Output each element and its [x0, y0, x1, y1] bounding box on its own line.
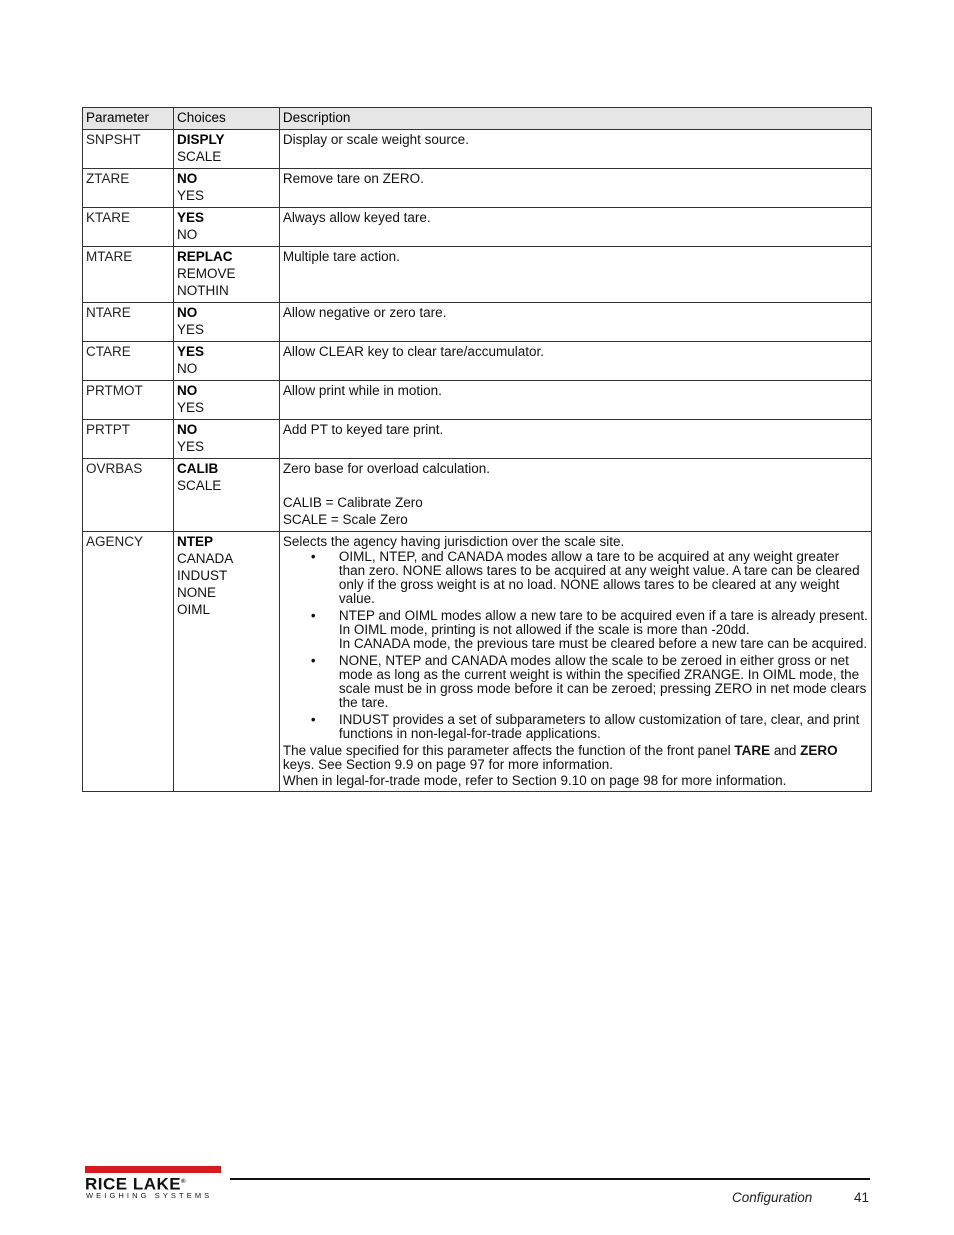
parameter-cell: MTARE: [83, 247, 174, 303]
choice-option: YES: [176, 188, 204, 203]
table-row: [83, 532, 872, 792]
description-text: Selects the agency having jurisdiction over the scale site.: [282, 534, 625, 549]
list-item: [283, 609, 868, 651]
table-row: [83, 303, 872, 342]
front-panel-note: [283, 744, 868, 772]
key-name: TARE: [734, 743, 771, 758]
description-text: Remove tare on ZERO.: [282, 171, 424, 186]
description-text: Add PT to keyed tare print.: [282, 422, 444, 437]
parameter-cell: PRTPT: [83, 420, 174, 459]
bullet-icon: •: [310, 653, 316, 668]
choice-option: SCALE: [176, 478, 222, 493]
description-cell: [279, 169, 871, 208]
header-choices: Choices: [173, 108, 279, 130]
choice-option: CANADA: [176, 551, 234, 566]
choice-option: INDUST: [176, 568, 228, 583]
choices-cell: [173, 459, 279, 532]
choice-option: OIML: [176, 602, 210, 617]
default-choice: NO: [176, 305, 198, 320]
logo-red-bar: [85, 1166, 221, 1173]
description-cell: [279, 342, 871, 381]
default-choice: REPLAC: [176, 249, 233, 264]
choices-cell: [173, 532, 279, 792]
agency-bullet-list: [283, 550, 868, 741]
bullet-text: NONE, NTEP and CANADA modes allow the scale to be zeroed in either gross or net mode as long as the current weight is within the specified ZRANGE. In OIML mode, the scale must be in gross mode before it can be zeroed; pressing ZERO in net mode clears the tare.: [338, 653, 867, 710]
table-row: [83, 247, 872, 303]
choices-cell: [173, 247, 279, 303]
default-choice: NO: [176, 171, 198, 186]
choice-option: SCALE: [176, 149, 222, 164]
description-text: Allow negative or zero tare.: [282, 305, 447, 320]
description-cell: [279, 532, 871, 792]
choices-cell: [173, 342, 279, 381]
choice-option: YES: [176, 439, 204, 454]
parameter-cell: ZTARE: [83, 169, 174, 208]
parameter-table: [82, 107, 872, 792]
default-choice: NTEP: [176, 534, 213, 549]
parameter-cell: PRTMOT: [83, 381, 174, 420]
rice-lake-logo: [85, 1166, 221, 1200]
description-cell: [279, 303, 871, 342]
choices-cell: [173, 130, 279, 169]
table-row: [83, 459, 872, 532]
choice-option: NOTHIN: [176, 283, 229, 298]
parameter-cell: CTARE: [83, 342, 174, 381]
description-cell: [279, 420, 871, 459]
bullet-icon: •: [310, 608, 316, 623]
choices-cell: [173, 303, 279, 342]
description-text: Always allow keyed tare.: [282, 210, 431, 225]
list-item: [283, 654, 868, 710]
choice-option: NONE: [176, 585, 216, 600]
footer-rule: [230, 1178, 870, 1180]
choice-option: YES: [176, 322, 204, 337]
section-name: Configuration: [732, 1190, 813, 1205]
parameter-cell: SNPSHT: [83, 130, 174, 169]
spacer: [283, 477, 868, 494]
bullet-subtext: In CANADA mode, the previous tare must be cleared before a new tare can be acquired.: [338, 636, 868, 651]
table-row: [83, 381, 872, 420]
description-detail: SCALE = Scale Zero: [282, 512, 408, 527]
default-choice: NO: [176, 422, 198, 437]
description-cell: [279, 381, 871, 420]
bullet-icon: •: [310, 549, 316, 564]
parameter-cell: OVRBAS: [83, 459, 174, 532]
table-row: [83, 169, 872, 208]
choice-option: NO: [176, 361, 198, 376]
header-parameter: Parameter: [83, 108, 174, 130]
default-choice: YES: [176, 344, 204, 359]
table-row: [83, 130, 872, 169]
description-text: Multiple tare action.: [282, 249, 400, 264]
parameter-cell: NTARE: [83, 303, 174, 342]
list-item: [283, 713, 868, 741]
description-text: Allow print while in motion.: [282, 383, 442, 398]
description-cell: [279, 459, 871, 532]
note-text: keys. See Section 9.9 on page 97 for more information.: [282, 757, 614, 772]
choice-option: NO: [176, 227, 198, 242]
legal-for-trade-note: When in legal-for-trade mode, refer to Section 9.10 on page 98 for more information.: [282, 773, 787, 788]
default-choice: DISPLY: [176, 132, 225, 147]
choice-option: YES: [176, 400, 204, 415]
bullet-text: OIML, NTEP, and CANADA modes allow a tare to be acquired at any weight greater than zero. NONE allows tares to be acquired at any weight value. A tare can be cleared only if the gross weight is at no load. NONE allows tares to be cleared at any weight value.: [338, 549, 860, 606]
bullet-text: INDUST provides a set of subparameters to allow customization of tare, clear, and print functions in non-legal-for-trade applications.: [338, 712, 860, 741]
description-cell: [279, 208, 871, 247]
choices-cell: [173, 208, 279, 247]
bullet-icon: •: [310, 712, 316, 727]
logo-name: RICE LAKE®: [85, 1174, 187, 1194]
default-choice: NO: [176, 383, 198, 398]
default-choice: YES: [176, 210, 204, 225]
choice-option: REMOVE: [176, 266, 236, 281]
description-text: Display or scale weight source.: [282, 132, 469, 147]
parameter-cell: KTARE: [83, 208, 174, 247]
description-text: Allow CLEAR key to clear tare/accumulator.: [282, 344, 544, 359]
description-text: Zero base for overload calculation.: [282, 461, 490, 476]
logo-tagline: WEIGHING SYSTEMS: [86, 1191, 213, 1200]
default-choice: CALIB: [176, 461, 219, 476]
header-description: Description: [279, 108, 871, 130]
choices-cell: [173, 420, 279, 459]
choices-cell: [173, 381, 279, 420]
table-row: [83, 420, 872, 459]
description-cell: [279, 130, 871, 169]
description-detail: CALIB = Calibrate Zero: [282, 495, 423, 510]
page-number: 41: [854, 1190, 870, 1205]
table-body: [83, 130, 872, 792]
choices-cell: [173, 169, 279, 208]
parameter-cell: AGENCY: [83, 532, 174, 792]
list-item: [283, 550, 868, 606]
note-text: The value specified for this parameter affects the function of the front panel: [282, 743, 735, 758]
description-cell: [279, 247, 871, 303]
table-row: [83, 342, 872, 381]
note-text: and: [770, 743, 801, 758]
key-name: ZERO: [800, 743, 838, 758]
table-row: [83, 208, 872, 247]
table-header-row: [83, 108, 872, 130]
bullet-text: NTEP and OIML modes allow a new tare to be acquired even if a tare is already present. In OIML mode, printing is not allowed if the scale is more than -20dd.: [338, 608, 868, 637]
